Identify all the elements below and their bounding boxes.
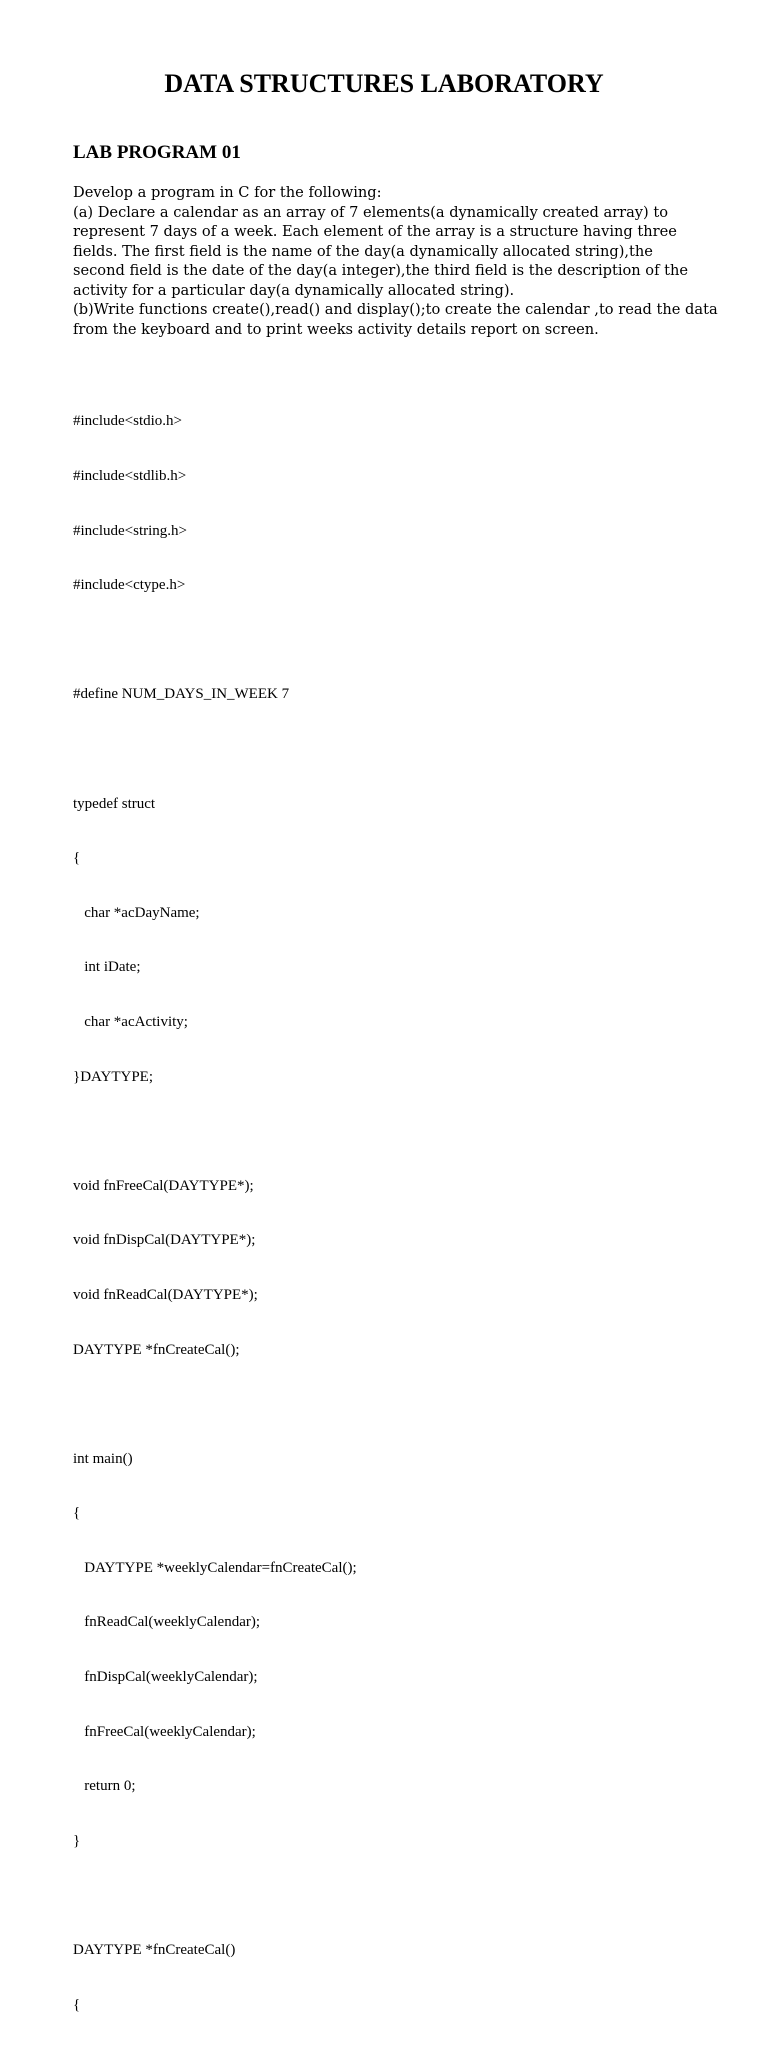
- description-line: Develop a program in C for the following:: [73, 184, 382, 201]
- code-line: void fnDispCal(DAYTYPE*);: [73, 1232, 256, 1249]
- description-line: from the keyboard and to print weeks activity details report on screen.: [73, 320, 599, 338]
- code-line: fnReadCal(weeklyCalendar);: [73, 1614, 261, 1631]
- code-line: [73, 1122, 357, 1140]
- code-line: }DAYTYPE;: [73, 1068, 153, 1085]
- code-line: [73, 631, 357, 649]
- description-line: activity for a particular day(a dynamically allocated string).: [73, 281, 515, 299]
- code-line: DAYTYPE *weeklyCalendar=fnCreateCal();: [73, 1559, 357, 1576]
- description-line: (a) Declare a calendar as an array of 7 elements(a dynamically created array) to: [73, 203, 669, 221]
- program-heading: LAB PROGRAM 01: [73, 142, 241, 163]
- code-line: typedef struct: [73, 795, 156, 812]
- description-line: represent 7 days of a week. Each element of the array is a structure having three: [73, 223, 677, 240]
- code-line: {: [73, 850, 81, 867]
- code-listing: [73, 376, 357, 2048]
- page-title: DATA STRUCTURES LABORATORY: [164, 69, 604, 98]
- code-line: #include<stdlib.h>: [73, 468, 187, 484]
- code-line: fnDispCal(weeklyCalendar);: [73, 1669, 258, 1686]
- description-line: (b)Write functions create(),read() and display();to create the calendar ,to read the data: [73, 301, 718, 318]
- code-line: void fnReadCal(DAYTYPE*);: [73, 1286, 258, 1303]
- code-line: fnFreeCal(weeklyCalendar);: [73, 1723, 256, 1740]
- code-line: DAYTYPE *fnCreateCal();: [73, 1341, 240, 1358]
- code-line: char *acActivity;: [73, 1013, 188, 1030]
- code-line: char *acDayName;: [73, 904, 200, 921]
- code-line: #include<string.h>: [73, 522, 187, 539]
- code-line: DAYTYPE *fnCreateCal(): [73, 1942, 236, 1959]
- code-line: [73, 1395, 357, 1413]
- problem-description: [73, 183, 718, 339]
- code-line: #include<stdio.h>: [73, 413, 182, 430]
- code-line: [73, 740, 357, 758]
- code-line: {: [73, 1505, 81, 1522]
- code-line: [73, 1886, 357, 1904]
- code-line: int iDate;: [73, 959, 141, 976]
- code-line: void fnFreeCal(DAYTYPE*);: [73, 1177, 254, 1194]
- code-line: int main(): [73, 1450, 133, 1467]
- code-line: #include<ctype.h>: [73, 577, 186, 594]
- description-line: second field is the date of the day(a integer),the third field is the description of the: [73, 262, 689, 279]
- description-line: fields. The first field is the name of the day(a dynamically allocated string),the: [73, 242, 653, 260]
- code-line: {: [73, 1996, 81, 2013]
- code-line: }: [73, 1832, 81, 1849]
- code-line: return 0;: [73, 1778, 136, 1795]
- code-line: #define NUM_DAYS_IN_WEEK 7: [73, 686, 290, 703]
